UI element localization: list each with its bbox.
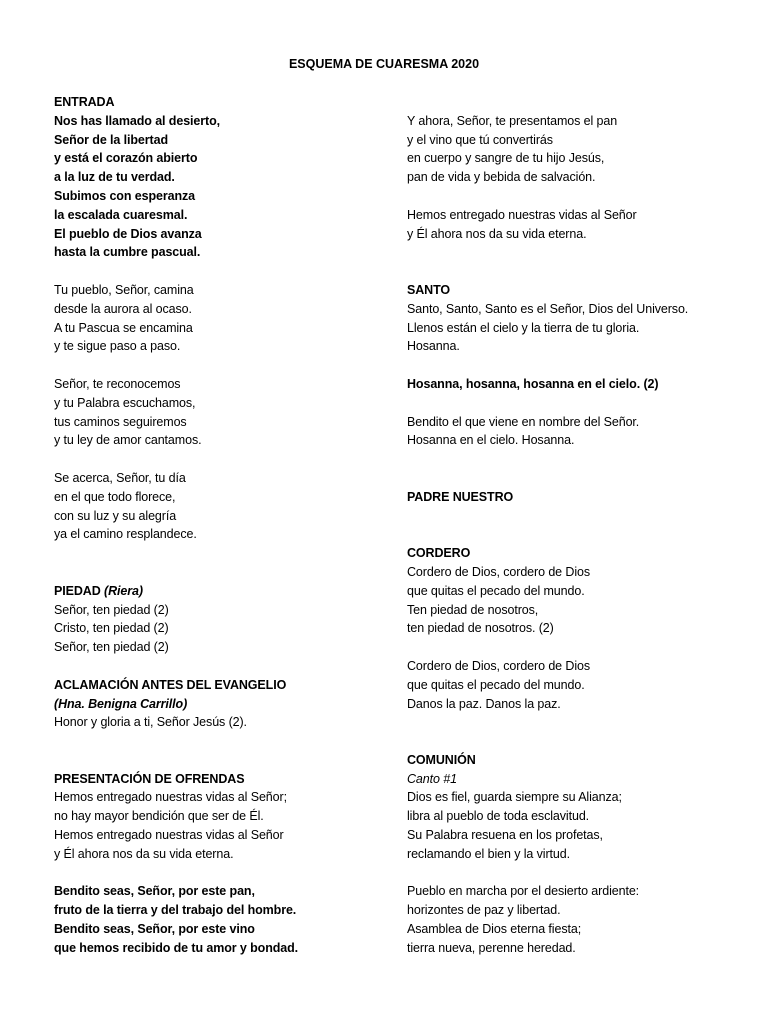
verse-line: que quitas el pecado del mundo. bbox=[407, 583, 585, 598]
section-heading-cordero: CORDERO bbox=[407, 546, 471, 561]
verse-line: Hosanna en el cielo. Hosanna. bbox=[407, 433, 575, 448]
verse-line: Llenos están el cielo y la tierra de tu gloria. bbox=[407, 320, 640, 335]
verse-line: Nos has llamado al desierto, bbox=[54, 113, 221, 128]
verse-line: Señor, ten piedad (2) bbox=[54, 640, 169, 655]
piedad-heading: PIEDAD bbox=[54, 583, 101, 598]
verse-line: Santo, Santo, Santo es el Señor, Dios del Universo. bbox=[407, 301, 689, 316]
verse-line: ya el camino resplandece. bbox=[54, 527, 197, 542]
verse-line: la escalada cuaresmal. bbox=[54, 207, 188, 222]
verse-line: a la luz de tu verdad. bbox=[54, 170, 175, 185]
piedad-author: (Riera) bbox=[104, 583, 143, 598]
verse-line: en cuerpo y sangre de tu hijo Jesús, bbox=[407, 151, 605, 166]
verse-line: Señor de la libertad bbox=[54, 132, 169, 147]
verse-line: Cordero de Dios, cordero de Dios bbox=[407, 564, 591, 579]
verse-line: Asamblea de Dios eterna fiesta; bbox=[407, 922, 582, 937]
verse-line: Dios es fiel, guarda siempre su Alianza; bbox=[407, 790, 622, 805]
verse-line: que quitas el pecado del mundo. bbox=[407, 677, 585, 692]
verse-line: Honor y gloria a ti, Señor Jesús (2). bbox=[54, 715, 247, 730]
right-column bbox=[407, 93, 737, 958]
verse-line: Señor, te reconocemos bbox=[54, 376, 181, 391]
verse-line: Ten piedad de nosotros, bbox=[407, 602, 539, 617]
section-heading-piedad bbox=[54, 582, 384, 601]
verse-line: A tu Pascua se encamina bbox=[54, 320, 193, 335]
verse-line: y está el corazón abierto bbox=[54, 151, 198, 166]
left-column bbox=[54, 93, 384, 958]
verse-line: Hemos entregado nuestras vidas al Señor bbox=[407, 207, 637, 222]
section-heading-comunion: COMUNIÓN bbox=[407, 752, 476, 767]
verse-line: Se acerca, Señor, tu día bbox=[54, 470, 186, 485]
verse-line: libra al pueblo de toda esclavitud. bbox=[407, 809, 590, 824]
verse-line: Y ahora, Señor, te presentamos el pan bbox=[407, 113, 618, 128]
verse-line: y el vino que tú convertirás bbox=[407, 132, 553, 147]
section-heading-aclamacion: ACLAMACIÓN ANTES DEL EVANGELIO bbox=[54, 677, 287, 692]
verse-line: fruto de la tierra y del trabajo del hombre. bbox=[54, 903, 297, 918]
verse-line: Su Palabra resuena en los profetas, bbox=[407, 828, 603, 843]
verse-line: El pueblo de Dios avanza bbox=[54, 226, 202, 241]
verse-line: Danos la paz. Danos la paz. bbox=[407, 696, 561, 711]
verse-line: tierra nueva, perenne heredad. bbox=[407, 940, 576, 955]
verse-line: Pueblo en marcha por el desierto ardiente: bbox=[407, 884, 640, 899]
verse-line: y tu Palabra escuchamos, bbox=[54, 395, 196, 410]
verse-line: desde la aurora al ocaso. bbox=[54, 301, 192, 316]
verse-line: Subimos con esperanza bbox=[54, 188, 195, 203]
verse-line: reclamando el bien y la virtud. bbox=[407, 846, 570, 861]
verse-line: en el que todo florece, bbox=[54, 489, 176, 504]
verse-line: Hemos entregado nuestras vidas al Señor; bbox=[54, 790, 287, 805]
verse-line: Cordero de Dios, cordero de Dios bbox=[407, 658, 591, 673]
verse-line: Cristo, ten piedad (2) bbox=[54, 621, 169, 636]
verse-line: Bendito seas, Señor, por este vino bbox=[54, 922, 255, 937]
verse-line: y te sigue paso a paso. bbox=[54, 339, 181, 354]
verse-line: y Él ahora nos da su vida eterna. bbox=[407, 226, 587, 241]
verse-line: horizontes de paz y libertad. bbox=[407, 903, 561, 918]
verse-line: que hemos recibido de tu amor y bondad. bbox=[54, 940, 299, 955]
verse-line: no hay mayor bendición que ser de Él. bbox=[54, 809, 264, 824]
verse-line: Hosanna. bbox=[407, 339, 460, 354]
section-heading-santo: SANTO bbox=[407, 282, 451, 297]
section-heading-padre-nuestro: PADRE NUESTRO bbox=[407, 489, 514, 504]
verse-line: pan de vida y bebida de salvación. bbox=[407, 170, 596, 185]
verse-line: Señor, ten piedad (2) bbox=[54, 602, 169, 617]
verse-line: y tu ley de amor cantamos. bbox=[54, 433, 202, 448]
verse-line: Hemos entregado nuestras vidas al Señor bbox=[54, 828, 284, 843]
section-heading-entrada: ENTRADA bbox=[54, 95, 115, 109]
verse-line: y Él ahora nos da su vida eterna. bbox=[54, 846, 234, 861]
verse-line: Bendito seas, Señor, por este pan, bbox=[54, 884, 255, 899]
page-title: ESQUEMA DE CUARESMA 2020 bbox=[288, 57, 480, 71]
verse-line: Bendito el que viene en nombre del Señor. bbox=[407, 414, 640, 429]
verse-line: Tu pueblo, Señor, camina bbox=[54, 282, 194, 297]
verse-line: tus caminos seguiremos bbox=[54, 414, 187, 429]
verse-line: hasta la cumbre pascual. bbox=[54, 245, 201, 260]
aclamacion-author: (Hna. Benigna Carrillo) bbox=[54, 696, 188, 711]
santo-refrain: Hosanna, hosanna, hosanna en el cielo. (2) bbox=[407, 376, 659, 391]
section-heading-ofrendas: PRESENTACIÓN DE OFRENDAS bbox=[54, 771, 245, 786]
comunion-subtitle: Canto #1 bbox=[407, 771, 457, 786]
verse-line: con su luz y su alegría bbox=[54, 508, 177, 523]
verse-line: ten piedad de nosotros. (2) bbox=[407, 621, 554, 636]
